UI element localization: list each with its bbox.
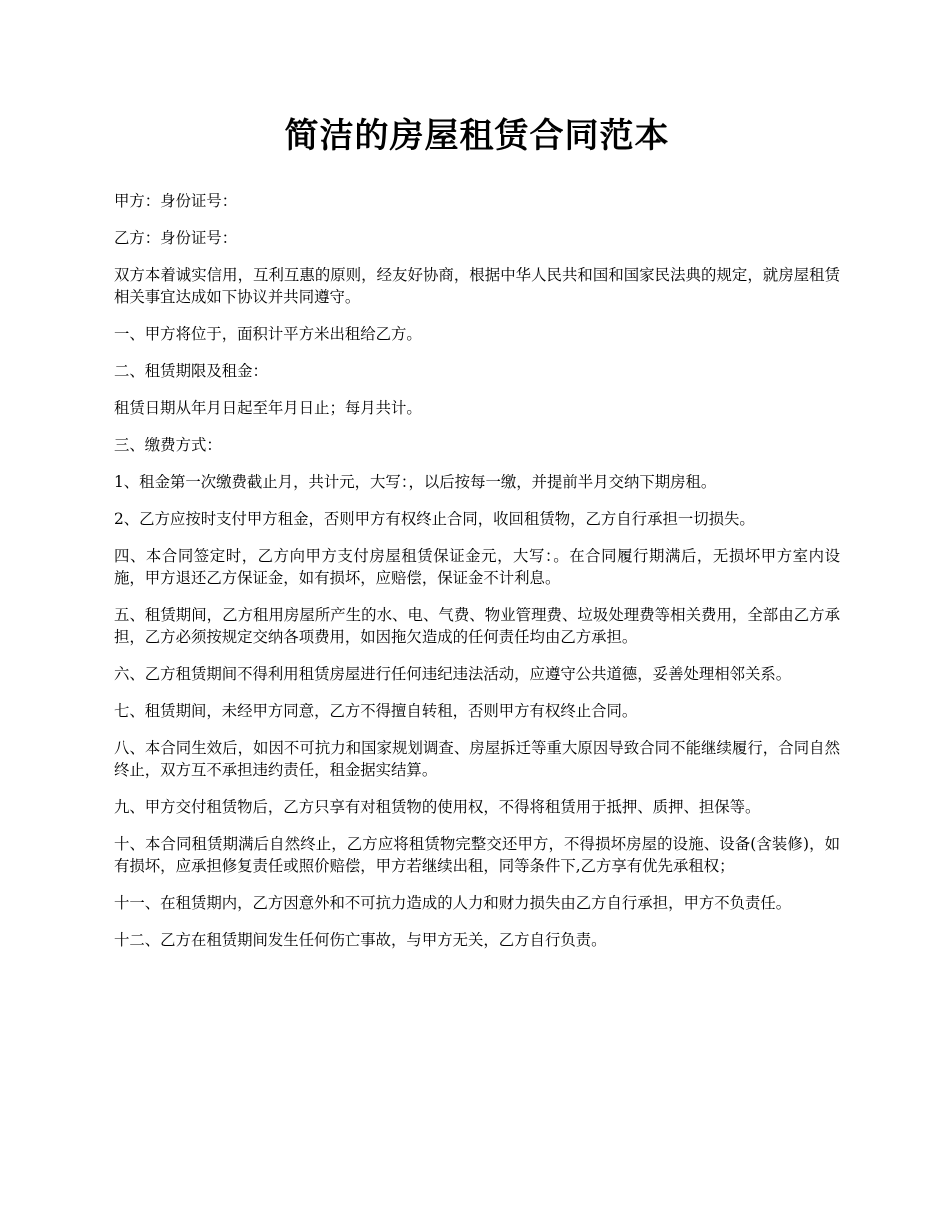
clause-5: 五、租赁期间，乙方租用房屋所产生的水、电、气费、物业管理费、垃圾处理费等相关费用，全部由乙方承担，乙方必须按规定交纳各项费用，如因拖欠造成的任何责任均由乙方承担。 <box>114 606 840 646</box>
party-b-line: 乙方：身份证号： <box>114 229 238 247</box>
clause-2-heading: 二、租赁期限及租金： <box>114 362 268 380</box>
lease-term-paragraph: 租赁日期从年月日起至年月日止；每月共计。 <box>114 399 422 417</box>
document-title: 简洁的房屋租赁合同范本 <box>284 116 670 156</box>
clause-7: 七、租赁期间，未经甲方同意，乙方不得擅自转租，否则甲方有权终止合同。 <box>114 702 638 720</box>
document-page <box>114 112 840 966</box>
clause-8: 八、本合同生效后，如因不可抗力和国家规划调查、房屋拆迁等重大原因导致合同不能继续履行，合同自然终止，双方互不承担违约责任，租金据实结算。 <box>114 739 840 779</box>
party-a-line: 甲方：身份证号： <box>114 192 238 210</box>
clause-9: 九、甲方交付租赁物后，乙方只享有对租赁物的使用权，不得将租赁用于抵押、质押、担保等。 <box>114 798 761 816</box>
clause-12: 十二、乙方在租赁期间发生任何伤亡事故，与甲方无关，乙方自行负责。 <box>114 931 607 949</box>
payment-item-2: 2、乙方应按时支付甲方租金，否则甲方有权终止合同，收回租赁物，乙方自行承担一切损失。 <box>114 510 755 528</box>
clause-1: 一、甲方将位于，面积计平方米出租给乙方。 <box>114 325 422 343</box>
clause-4: 四、本合同签定时，乙方向甲方支付房屋租赁保证金元，大写：。在合同履行期满后，无损坏甲方室内设施，甲方退还乙方保证金，如有损坏，应赔偿，保证金不计利息。 <box>114 547 840 587</box>
clause-10: 十、本合同租赁期满后自然终止，乙方应将租赁物完整交还甲方，不得损坏房屋的设施、设备(含装修)，如有损坏，应承担修复责任或照价赔偿，甲方若继续出租，同等条件下,乙方享有优先承租权； <box>114 835 840 875</box>
clause-11: 十一、在租赁期内，乙方因意外和不可抗力造成的人力和财力损失由乙方自行承担，甲方不负责任。 <box>114 894 792 912</box>
preamble-paragraph: 双方本着诚实信用，互利互惠的原则，经友好协商，根据中华人民共和国和国家民法典的规定，就房屋租赁相关事宜达成如下协议并共同遵守。 <box>114 266 840 306</box>
payment-item-1: 1、租金第一次缴费截止月，共计元，大写：，以后按每一缴，并提前半月交纳下期房租。 <box>114 473 717 491</box>
clause-6: 六、乙方租赁期间不得利用租赁房屋进行任何违纪违法活动，应遵守公共道德，妥善处理相邻关系。 <box>114 665 792 683</box>
clause-3-heading: 三、缴费方式： <box>114 436 222 454</box>
